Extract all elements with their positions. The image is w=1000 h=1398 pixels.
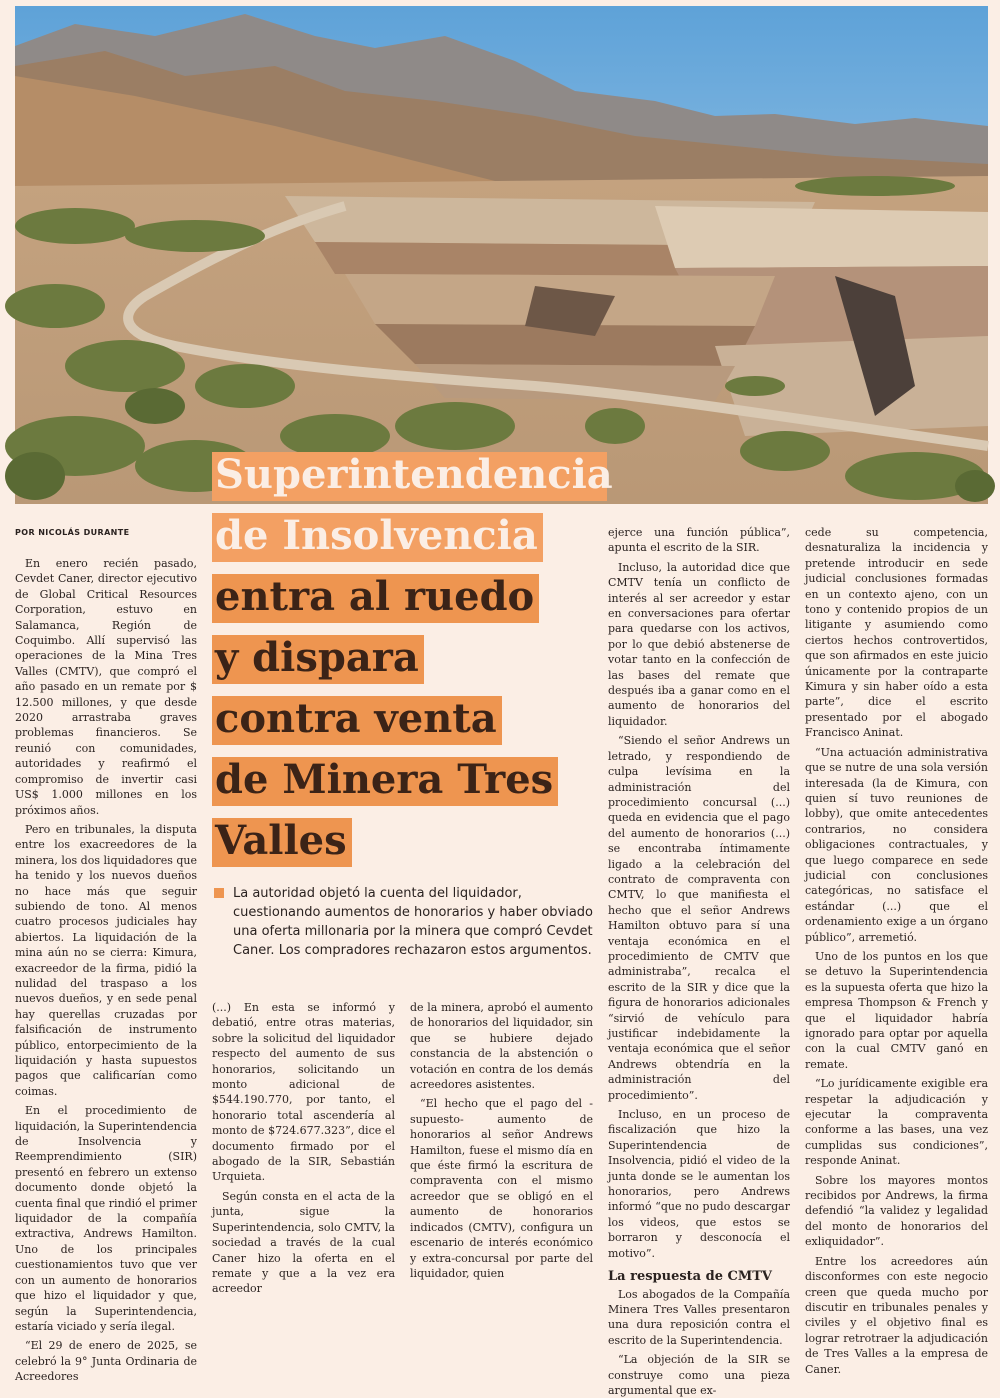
article-column-5 <box>805 525 988 1376</box>
article-column-1 <box>15 556 197 1384</box>
paragraph: Incluso, en un proceso de fiscalización que hizo la Superintendencia de Insolvencia, pidió el video de la junta donde se le aumentan los honorarios, pero Andrews informó “que no pudo descargar los videos, que estos se borraron y desconocía el motivo”. <box>608 1108 790 1260</box>
lede-bullet <box>214 888 224 898</box>
paragraph: de la minera, aprobó el aumento de honorarios del liquidador, sin que se hubiere dejado constancia de la abstención o votación en contra de los demás acreedores asistentes. <box>410 1001 593 1092</box>
open-pit-mine-illustration <box>15 6 988 504</box>
paragraph: Sobre los mayores montos recibidos por Andrews, la firma defendió “la validez y legalidad del monto de honorarios del exliquidador”. <box>805 1173 988 1249</box>
paragraph: “Siendo el señor Andrews un letrado, y respondiendo de culpa levísima en la administración del procedimiento concursal (...) queda en evidencia que el pago del aumento de honorarios (...) se encontraba íntimamente ligado a la celebración del contrato de compraventa con CMTV, lo que manifiesta el hecho que el señor Andrews Hamilton obtuvo para sí una ventaja económica en el procedimiento de CMTV que administraba”, recalca el escrito de la SIR y dice que la figura de honorarios adicionales “sirvió de vehículo para justificar indebidamente la ventaja económica que el señor Andrews obtendría en la administración del procedimiento”. <box>608 734 790 1102</box>
paragraph: “Lo jurídicamente exigible era respetar la adjudicación y ejecutar la compraventa conforme a las bases, una vez cumplidas sus condiciones”, responde Aninat. <box>805 1077 988 1168</box>
paragraph: Los abogados de la Compañía Minera Tres Valles presentaron una dura reposición contra el escrito de la Superintendencia. <box>608 1287 790 1347</box>
headline-line-7: Valles <box>212 818 352 867</box>
paragraph: Según consta en el acta de la junta, sigue la Superintendencia, solo CMTV, la sociedad a través de la cual Caner hizo la oferta en el remate y que a la vez era acreedor <box>212 1189 395 1296</box>
paragraph: Uno de los puntos en los que se detuvo la Superintendencia es la supuesta oferta que hizo la empresa Thompson & French y que el liquidador habría ignorado para optar por aquella con la cual CMTV ganó en remate. <box>805 949 988 1071</box>
paragraph: cede su competencia, desnaturaliza la incidencia y pretende introducir en sede judicial conclusiones formadas en un contexto ajeno, con un tono y contenido propios de un litigante y asumiendo como ciertos hechos controvertidos, que son afirmados en este juicio únicamente por la contraparte Kimura y sin haber oído a esta parte”, dice el escrito presentado por el abogado Francisco Aninat. <box>805 526 988 740</box>
paragraph: “Una actuación administrativa que se nutre de una sola versión interesada (la de Kimura, con quien sí tuvo reuniones de lobby), que omite antecedentes contrarios, no considera obligaciones contractuales, y que luego comparece en sede judicial con conclusiones categóricas, no satisface el estándar (...) que el ordenamiento exige a un órgano público”, arremetió. <box>805 745 988 944</box>
paragraph: “El 29 de enero de 2025, se celebró la 9° Junta Ordinaria de Acreedores <box>15 1339 197 1384</box>
paragraph: Pero en tribunales, la disputa entre los exacreedores de la minera, los dos liquidadores que ha tenido y los nuevos dueños no hace más que seguir subiendo de tono. Al menos cuatro procesos judiciales hay abiertos. La liquidación de la mina aún no se cierra: Kimura, exacreedor de la firma, pidió la nulidad del traspaso a los nuevos dueños, y en sede penal hay querellas cruzadas por falsificación de instrumento público, entorpecimiento de la liquidación y hasta supuestos pagos que calificarían como coimas. <box>15 822 197 1098</box>
paragraph: En el procedimiento de liquidación, la Superintendencia de Insolvencia y Reemprendimiento (SIR) presentó en febrero un extenso documento donde objetó la cuenta final que rindió el primer liquidador de la compañía extractiva, Andrews Hamilton. Uno de los principales cuestionamientos tuvo que ver con un aumento de honorarios que hizo el liquidador y que, según la Superintendencia, estaría viciado y sería ilegal. <box>15 1104 197 1333</box>
headline-line-2: de Insolvencia <box>212 513 543 562</box>
paragraph: En enero recién pasado, Cevdet Caner, director ejecutivo de Global Critical Resources Corporation, estuvo en Salamanca, Región de Coquimbo. Allí supervisó las operaciones de la Mina Tres Valles (CMTV), que compró el año pasado en un remate por $ 12.500 millones, y que desde 2020 arrastraba graves problemas financieros. Se reunió con comunidades, autoridades y reafirmó el compromiso de invertir casi US$ 1.000 millones en los próximos años. <box>15 557 197 817</box>
article-column-4 <box>608 525 790 1397</box>
paragraph: ejerce una función pública”, apunta el escrito de la SIR. <box>608 526 790 555</box>
paragraph: Incluso, la autoridad dice que CMTV tenía un conflicto de interés al ser acreedor y estar en conversaciones para ofertar para quedarse con los activos, por lo que debió abstenerse de votar tanto en la confección de las bases del remate que después iba a ganar como en el aumento de honorarios del liquidador. <box>608 560 790 728</box>
headline-line-4: y dispara <box>212 635 424 684</box>
article-column-3 <box>410 1000 593 1280</box>
headline-line-6: de Minera Tres <box>212 757 558 806</box>
paragraph: “La objeción de la SIR se construye como una pieza argumental que ex- <box>608 1353 790 1397</box>
headline-line-3: entra al ruedo <box>212 574 539 623</box>
paragraph: Entre los acreedores aún disconformes con este negocio creen que queda mucho por discutir en tribunales penales y civiles y el objetivo final es lograr retrotraer la adjudicación de Tres Valles a la empresa de Caner. <box>805 1254 988 1376</box>
headline <box>212 451 613 879</box>
paragraph: “El hecho que el pago del -supuesto- aumento de honorarios al señor Andrews Hamilton, fuese el mismo día en que éste firmó la escritura de compraventa con el mismo acreedor que se obligó en el aumento de honorarios indicados (CMTV), configura un escenario de interés económico y extra-concursal por parte del liquidador, quien <box>410 1097 593 1280</box>
lede <box>214 884 596 960</box>
paragraph: (...) En esta se informó y debatió, entre otras materias, sobre la solicitud del liquidador respecto del aumento de sus honorarios, solicitando un monto adicional de $544.190.770, por tanto, el honorario total ascendería al monto de $724.677.323”, dice el documento firmado por el abogado de la SIR, Sebastián Urquieta. <box>212 1001 395 1184</box>
byline: POR NICOLÁS DURANTE <box>15 528 130 537</box>
section-heading: La respuesta de CMTV <box>608 1269 772 1285</box>
lede-text: La autoridad objetó la cuenta del liquidador, cuestionando aumentos de honorarios y haber obviado una oferta millonaria por la minera que compró Cevdet Caner. Los compradores rechazaron estos argumentos. <box>233 886 594 958</box>
article-column-2 <box>212 1000 395 1296</box>
headline-line-5: contra venta <box>212 696 502 745</box>
mine-photo <box>15 6 988 504</box>
headline-line-1: Superintendencia <box>212 452 607 501</box>
